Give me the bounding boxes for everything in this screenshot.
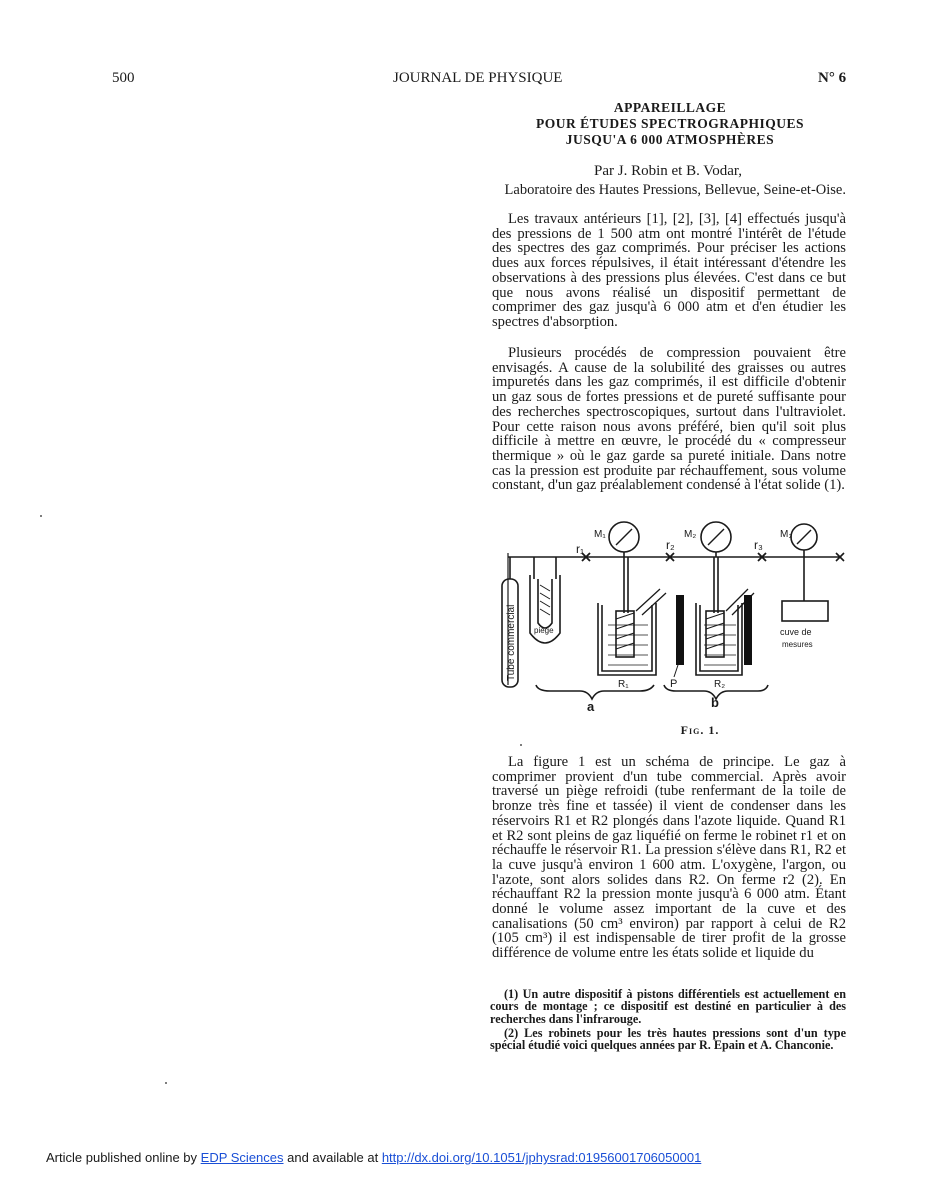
label-m1: M₁	[594, 529, 606, 540]
online-middle: and available at	[283, 1150, 382, 1165]
label-a: a	[587, 699, 595, 714]
heater-left	[676, 595, 684, 665]
journal-title: JOURNAL DE PHYSIQUE	[393, 70, 563, 86]
doi-link[interactable]: http://dx.doi.org/10.1051/jphysrad:01956001706050001	[381, 1150, 702, 1165]
paragraph-1: Les travaux antérieurs [1], [2], [3], [4] effectués jusqu'à des pressions de 1 500 atm ont montré l'intérêt de l'étude des spectres des gaz comprimés. Pour préciser les actions dues aux forces répulsives, il était intéressant d'étendre les observations à des pressions plus élevées. C'est dans ce but que nous avons réalisé un dispositif permettant de comprimer des gaz jusqu'à 6 000 atm et d'en étudier les spectres d'absorption.	[492, 211, 846, 330]
dewar-r2	[696, 603, 742, 675]
online-notice	[46, 1150, 701, 1165]
label-R1: R₁	[618, 679, 629, 690]
label-cuve-1: cuve de	[780, 627, 812, 637]
label-tube: Tube commercial	[506, 604, 517, 681]
page-number: 500	[112, 70, 135, 86]
issue-number: N° 6	[818, 70, 847, 86]
label-r2: r₂	[666, 538, 675, 552]
footnote-1: (1) Un autre dispositif à pistons différentiels est actuellement en cours de montage ; ce dispositif est destiné en particulier à des recherches dans l'infrarouge.	[490, 987, 846, 1026]
scan-speck	[165, 1082, 167, 1084]
affiliation: Laboratoire des Hautes Pressions, Bellevue, Seine-et-Oise.	[504, 182, 846, 198]
measurement-cell	[782, 601, 828, 621]
figure-1-schematic	[490, 515, 852, 715]
label-r1: r₁	[576, 542, 585, 556]
figure-caption: Fig. 1.	[680, 723, 720, 737]
label-m3: M₃	[780, 529, 793, 540]
label-b: b	[711, 695, 719, 710]
publisher-link[interactable]: EDP Sciences	[200, 1150, 284, 1165]
label-R2: R₂	[714, 679, 726, 690]
label-P: P	[670, 678, 678, 690]
title-line-1: APPAREILLAGE	[613, 100, 727, 115]
scan-speck	[40, 515, 42, 517]
title-line-3: JUSQU'A 6 000 ATMOSPHÈRES	[565, 132, 775, 147]
title-line-2: POUR ÉTUDES SPECTROGRAPHIQUES	[535, 116, 805, 131]
heater-right	[744, 595, 752, 665]
bracket-a	[536, 685, 654, 699]
paragraph-2: Plusieurs procédés de compression pouvaient être envisagés. A cause de la solubilité des graisses ou autres impuretés dans les gaz comprimés, il est difficile d'obtenir un gaz sous de fortes pressions et de pureté suffisante pour des recherches spectroscopiques, surtout dans l'ultraviolet. Pour cette raison nous avons préféré, bien qu'il soit plus difficile à mettre en œuvre, le procédé du « compresseur thermique » où le gaz garde sa pureté initiale. Dans notre cas la pression est produite par réchauffement, sous volume constant, d'un gaz préalablement condensé à l'état solide (1).	[492, 345, 846, 494]
label-m2: M₂	[684, 529, 697, 540]
label-piege: piège	[534, 626, 554, 635]
online-prefix: Article published online by	[46, 1150, 201, 1165]
footnote-2: (2) Les robinets pour les très hautes pressions sont d'un type spécial étudié voici quelques années par R. Epain et A. Chanconie.	[490, 1026, 846, 1053]
byline: Par J. Robin et B. Vodar,	[593, 163, 742, 179]
label-r3: r₃	[754, 538, 763, 552]
article-title	[490, 100, 850, 148]
label-cuve-2: mesures	[782, 640, 813, 649]
scan-speck	[520, 744, 522, 746]
dewar-r1	[598, 603, 656, 675]
paragraph-3: La figure 1 est un schéma de principe. Le gaz à comprimer provient d'un tube commercial. Après avoir traversé un piège refroidi (tube renfermant de la toile de bronze très fine et tassée) il vient de condenser dans les réservoirs R1 et R2 plongés dans l'azote liquide. Quand R1 et R2 sont pleins de gaz liquéfié on ferme le robinet r1 et on réchauffe le réservoir R1. La pression s'élève dans R1, R2 et la cuve jusqu'à environ 1 600 atm. L'oxygène, l'argon, ou l'azote, sont alors solides dans R2. On ferme r2 (2). En réchauffant R2 la pression monte jusqu'à 6 000 atm. Étant donné le volume assez important de la cuve et des canalisations (50 cm³ environ) par rapport à celui de R2 (105 cm³) il est indispensable de tirer profit de la grosse différence de volume entre les états solide et liquide du	[492, 754, 846, 962]
